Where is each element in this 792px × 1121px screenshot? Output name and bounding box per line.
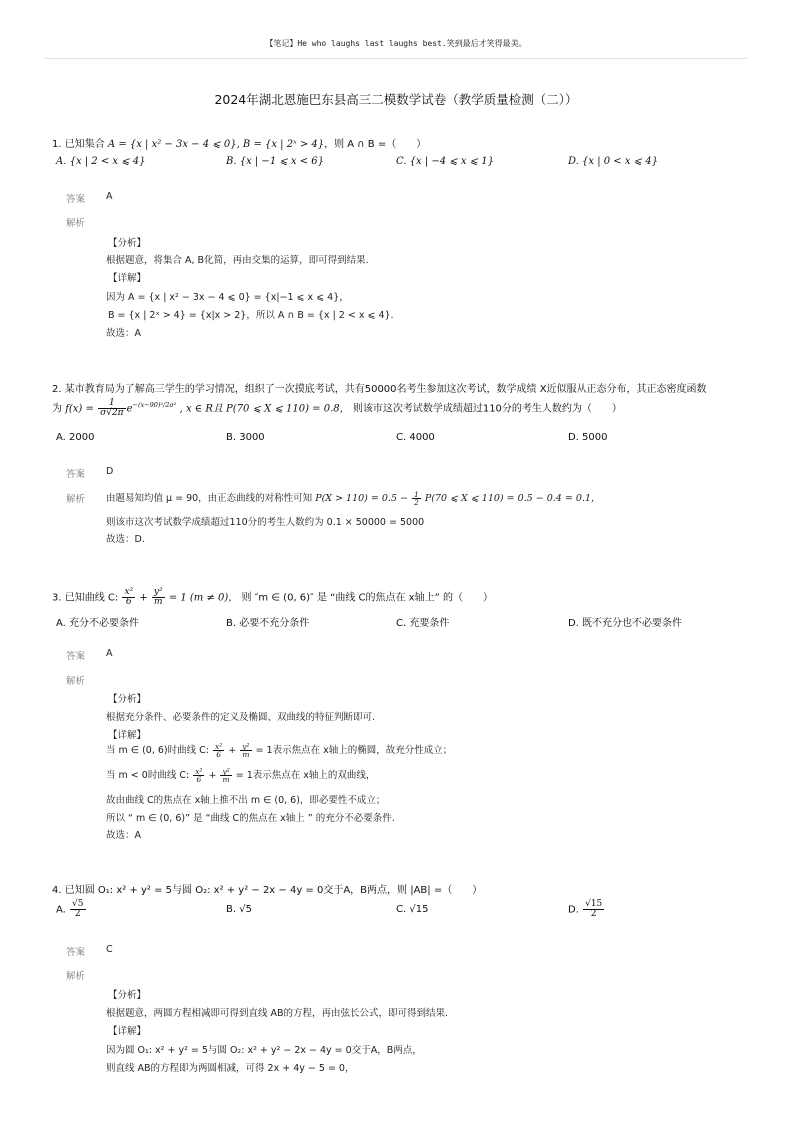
q3-option-d[interactable]: D. 既不充分也不必要条件 (568, 618, 683, 629)
q3-detail-line-2: 当 m < 0时曲线 C: $\frac{\text{x²}}{6}$ + $\frac{\text{y²}}{m}$ = 1表示焦点在 x轴上的双曲线， (106, 766, 376, 784)
q3-d2-fx-num: x² (195, 766, 203, 776)
header-divider (44, 58, 748, 59)
q3-d2-fraction-x (193, 768, 204, 784)
q2-solution-part-b: P(X > 110) = 0.5 − (315, 493, 408, 504)
q2-option-b[interactable]: B. 3000 (226, 432, 265, 443)
q3-fraction-x (122, 588, 135, 607)
q4-option-a-den: 2 (74, 909, 81, 919)
q3-d1-fy-den: m (242, 750, 250, 759)
q2-density-lhs: f(x) = (65, 403, 94, 415)
q2-stem-line-1: 2. 某市教育局为了解高三学生的学习情况，组织了一次摸底考试，共有50000名考生参加这次考试，数学成绩 X近似服从正态分布，其正态密度函数 (52, 384, 707, 395)
q2-density-numerator: 1 (98, 399, 126, 409)
q2-stem-suffix: 则该市这次考试数学成绩超过110分的考生人数约为（ ） (352, 403, 622, 415)
q2-solution-part-a: 由题易知均值 μ = 90，由正态曲线的对称性可知 (106, 493, 313, 504)
q3-fy-denominator: m (153, 597, 163, 607)
q4-detail-line-2: 则直线 AB的方程即为两圆相减，可得 2x + 4y − 5 = 0， (106, 1063, 355, 1074)
q3-d2-fy-den: m (222, 775, 230, 784)
q1-stem-prefix: 1. 已知集合 (52, 139, 105, 150)
q4-analysis-text: 根据题意，两圆方程相减即可得到直线 AB的方程，再由弦长公式，即可得到结果. (106, 1008, 449, 1019)
q3-conclusion: 故选：A (106, 830, 141, 841)
q3-fx-numerator: x² (124, 587, 134, 597)
q2-answer-value: D (106, 466, 114, 477)
q3-d2-fraction-y (220, 768, 231, 784)
q3-stem: 3. 已知曲线 C: $\frac{\text{x²}}{6}$ + $\frac{\text{y²}}{m}$ = 1 (m ≠ 0)， 则 ″m ∈ (0, 6)″ 是 “曲线 C的焦点在 x轴上” 的（ ） (52, 587, 493, 607)
q1-option-a[interactable]: A. {x | 2 < x ⩽ 4} (56, 156, 146, 167)
q1-detail-line-2: B = {x | 2ˣ > 4} = {x|x > 2}，所以 A ∩ B = {x | 2 < x ⩽ 4}. (108, 310, 394, 321)
page-header-motto: 【笔记】He who laughs last laughs best.笑到最后才笑得最美。 (265, 39, 527, 48)
page-title: 2024年湖北恩施巴东县高三二模数学试卷（教学质量检测（二）） (214, 92, 578, 107)
q3-d1-pre: 当 m ∈ (0, 6)时曲线 C: (106, 745, 209, 756)
q3-d1-fy-num: y² (242, 741, 250, 751)
q4-option-a-num: √5 (72, 899, 84, 909)
q4-analysis-title: 【分析】 (108, 990, 147, 1001)
q1-set-a: A = {x | x² − 3x − 4 ⩽ 0} (107, 139, 237, 150)
q3-option-b[interactable]: B. 必要不充分条件 (226, 618, 310, 629)
q4-detail-title: 【详解】 (108, 1026, 147, 1037)
q3-stem-equation: = 1 (m ≠ 0)， (168, 592, 239, 604)
q1-analysis-title: 【分析】 (108, 238, 147, 249)
q3-d2-post: = 1表示焦点在 x轴上的双曲线， (235, 770, 376, 781)
q3-d1-fraction-y (240, 743, 251, 759)
q3-d2-fy-num: y² (222, 766, 230, 776)
q3-fraction-y (152, 588, 165, 607)
q1-option-d[interactable]: D. {x | 0 < x ⩽ 4} (568, 156, 658, 167)
q3-analysis-label: 解析 (66, 676, 86, 687)
q3-fx-denominator: 6 (125, 597, 132, 607)
q4-option-c[interactable]: C. √15 (396, 904, 429, 915)
q2-half-numerator: 1 (414, 489, 419, 499)
q4-answer-label: 答案 (66, 947, 86, 958)
q1-conclusion: 故选：A (106, 328, 141, 339)
q3-d2-fx-den: 6 (196, 775, 202, 784)
q3-detail-line-3: 故由曲线 C的焦点在 x轴上推不出 m ∈ (0, 6)，即必要性不成立； (106, 795, 386, 806)
q4-detail-line-1: 因为圆 O₁: x² + y² = 5与圆 O₂: x² + y² − 2x − 4y = 0交于A，B两点， (106, 1045, 422, 1056)
q2-density-exponent: −(x−90)²/2σ² (132, 401, 177, 410)
q3-option-c[interactable]: C. 充要条件 (396, 618, 450, 629)
q2-analysis-label: 解析 (66, 494, 86, 505)
q2-stem-prefix: 为 (52, 403, 62, 415)
q4-option-d-label: D. (568, 904, 579, 916)
q1-set-b: , B = {x | 2ˣ > 4} (236, 139, 325, 150)
q4-option-a-fraction (70, 900, 85, 919)
q3-answer-value: A (106, 648, 113, 659)
q3-stem-prefix: 3. 已知曲线 C: (52, 592, 119, 604)
q4-answer-value: C (106, 944, 113, 955)
q4-option-d-fraction (583, 900, 604, 919)
q1-analysis-label: 解析 (66, 218, 86, 229)
q3-detail-line-1: 当 m ∈ (0, 6)时曲线 C: $\frac{\text{x²}}{6}$ + $\frac{\text{y²}}{m}$ = 1表示焦点在 x轴上的椭圆，故充分性成立； (106, 741, 453, 759)
q3-detail-line-4: 所以 “ m ∈ (0, 6)” 是 “曲线 C的焦点在 x轴上 ” 的充分不必要条件. (106, 813, 395, 824)
q3-d2-pre: 当 m < 0时曲线 C: (106, 770, 190, 781)
q2-stem-mid: , x ∈ R且 P(70 ⩽ X ⩽ 110) = 0.8， (179, 403, 350, 415)
q3-stem-suffix: 则 ″m ∈ (0, 6)″ 是 “曲线 C的焦点在 x轴上” 的（ ） (241, 592, 493, 604)
q1-stem (52, 135, 426, 150)
q4-option-b[interactable]: B. √5 (226, 904, 252, 915)
q4-option-a[interactable] (56, 900, 87, 919)
q3-option-a[interactable]: A. 充分不必要条件 (56, 618, 140, 629)
q4-stem: 4. 已知圆 O₁: x² + y² = 5与圆 O₂: x² + y² − 2x − 4y = 0交于A，B两点，则 |AB| =（ ） (52, 885, 483, 896)
q4-option-d-den: 2 (590, 909, 597, 919)
q2-solution-part-c: P(70 ⩽ X ⩽ 110) = 0.5 − 0.4 = 0.1， (424, 493, 601, 504)
q2-solution-line-2: 则该市这次考试数学成绩超过110分的考生人数约为 0.1 × 50000 = 5000 (106, 517, 425, 528)
q3-d1-post: = 1表示焦点在 x轴上的椭圆，故充分性成立； (255, 745, 453, 756)
q1-answer-label: 答案 (66, 194, 86, 205)
q3-analysis-text: 根据充分条件、必要条件的定义及椭圆、双曲线的特征判断即可. (106, 712, 376, 723)
q2-option-d[interactable]: D. 5000 (568, 432, 608, 443)
q1-answer-value: A (106, 191, 113, 202)
q4-option-d-num: √15 (585, 899, 603, 909)
q4-option-d[interactable] (568, 900, 605, 919)
q3-fy-numerator: y² (153, 587, 163, 597)
q1-detail-line-1: 因为 A = {x | x² − 3x − 4 ⩽ 0} = {x|−1 ⩽ x ⩽ 4}， (106, 292, 349, 303)
q4-option-a-label: A. (56, 904, 66, 916)
q4-analysis-label: 解析 (66, 971, 86, 982)
q2-answer-label: 答案 (66, 469, 86, 480)
q1-option-c[interactable]: C. {x | −4 ⩽ x ⩽ 1} (396, 156, 494, 167)
q2-solution-half (412, 491, 421, 507)
q2-stem-line-2: 为 f(x) = $\frac{1}{\sigma√2\pi}$ $e^{-(x-90)^2/2\sigma^2}$ , x ∈ R且 P(70 ⩽ X ⩽ 110) = 0.8， 则该市这次考试数学成绩超过110分的考生人数约为（ ） (52, 398, 622, 418)
q3-d1-fraction-x (213, 743, 224, 759)
q2-conclusion: 故选：D. (106, 534, 145, 545)
q2-density-fraction (98, 399, 126, 418)
q2-half-denominator: 2 (414, 498, 419, 507)
q2-option-c[interactable]: C. 4000 (396, 432, 435, 443)
q2-option-a[interactable]: A. 2000 (56, 432, 95, 443)
q1-option-b[interactable]: B. {x | −1 ⩽ x < 6} (226, 156, 325, 167)
q1-analysis-text: 根据题意，将集合 A, B化简，再由交集的运算，即可得到结果. (106, 255, 369, 266)
q3-analysis-title: 【分析】 (108, 694, 147, 705)
q2-density-denominator: σ√2π (100, 408, 124, 418)
q3-answer-label: 答案 (66, 651, 86, 662)
q3-detail-title: 【详解】 (108, 730, 147, 741)
q3-d1-fx-den: 6 (216, 750, 222, 759)
q1-detail-title: 【详解】 (108, 273, 147, 284)
q1-stem-suffix: ，则 A ∩ B =（ ） (324, 139, 427, 150)
q3-d1-fx-num: x² (215, 741, 223, 751)
q2-solution-line-1 (106, 490, 600, 507)
